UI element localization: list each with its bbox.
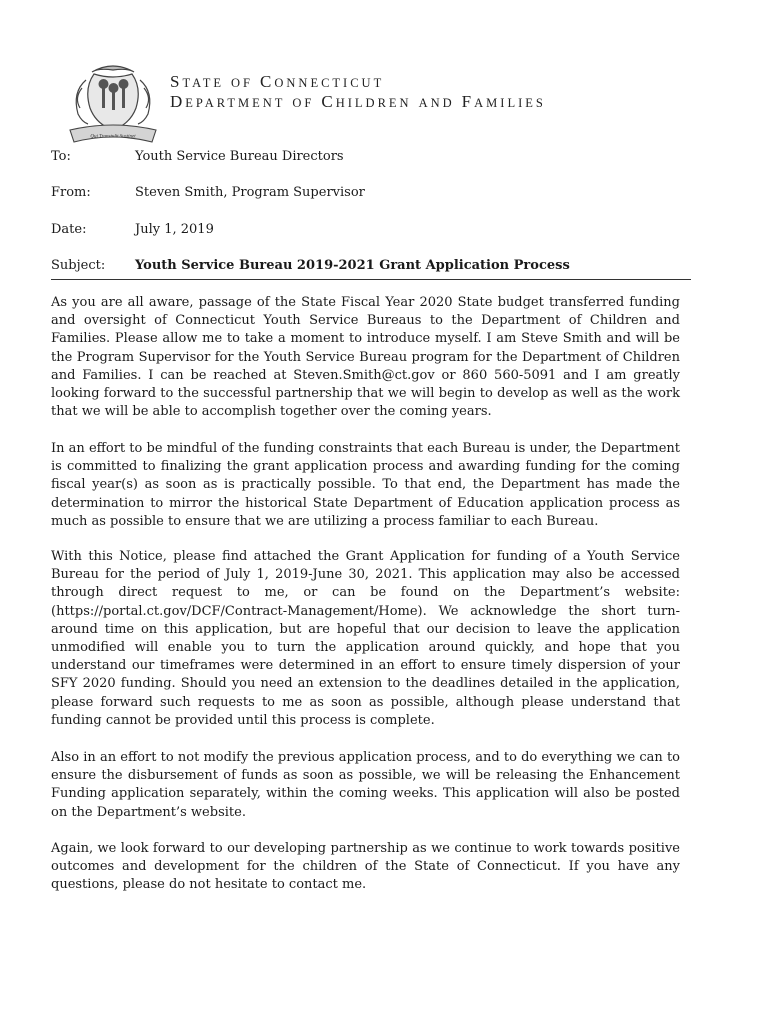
memo-to-row [51, 149, 344, 164]
memo-subject-value: Youth Service Bureau 2019-2021 Grant Application Process [135, 258, 570, 273]
memo-subject-row [51, 258, 570, 273]
header-divider [51, 279, 691, 280]
memo-from-row [51, 185, 365, 200]
memo-date-row [51, 222, 214, 237]
memo-date-value: July 1, 2019 [135, 222, 214, 237]
body-paragraph-application: With this Notice, please find attached the Grant Application for funding of a Youth Service Bureau for the period of July 1, 2019-June 30, 2021. This application may also be accessed through direct request to me, or can be found on the Department’s website: (https://portal.ct.gov/DCF/Contract-Management/Home). We acknowledge the short turn-around time on this application, but are hopeful that our decision to leave the application unmodified will enable you to turn the application around quickly, and hope that you understand our timeframes were determined in an effort to ensure timely dispersion of your SFY 2020 funding. Should you need an extension to the deadlines detailed in the application, please forward such requests to me as soon as possible, although please understand that funding cannot be provided until this process is complete. [51, 549, 680, 728]
body-paragraph-intro: As you are all aware, passage of the State Fiscal Year 2020 State budget transferred funding and oversight of Connecticut Youth Service Bureaus to the Department of Children and Families. Please allow me to take a moment to introduce myself. I am Steve Smith and will be the Program Supervisor for the Youth Service Bureau program for the Department of Children and Families. I can be reached at Steven.Smith@ct.gov or 860 560-5091 and I am greatly looking forward to the successful partnership that we will begin to develop as well as the work that we will be able to accomplish together over the coming years. [51, 295, 680, 420]
body-paragraph-closing: Again, we look forward to our developing partnership as we continue to work towards positive outcomes and development for the children of the State of Connecticut. If you have any questions, please do not hesitate to contact me. [51, 841, 680, 893]
body-paragraph-funding: In an effort to be mindful of the funding constraints that each Bureau is under, the Department is committed to finalizing the grant application process and awarding funding for the coming fiscal year(s) as soon as is practically possible. To that end, the Department has made the determination to mirror the historical State Department of Education application process as much as possible to ensure that we are utilizing a process familiar to each Bureau. [51, 441, 680, 529]
memo-subject-label: Subject: [51, 258, 106, 273]
state-seal-logo [64, 58, 162, 148]
memo-to-label: To: [51, 149, 71, 164]
agency-state-line: STATE OF CONNECTICUT [170, 72, 385, 91]
body-paragraph-enhancement: Also in an effort to not modify the previous application process, and to do everything we can to ensure the disbursement of funds as soon as possible, we will be releasing the Enhancement Funding application separately, within the coming weeks. This application will also be posted on the Department’s website. [51, 750, 680, 820]
seal-motto: Qui Transtulit Sustinet [90, 134, 136, 140]
memo-from-value: Steven Smith, Program Supervisor [135, 185, 365, 200]
memo-from-label: From: [51, 185, 91, 200]
agency-department-line: DEPARTMENT OF CHILDREN AND FAMILIES [170, 92, 546, 111]
memo-date-label: Date: [51, 222, 87, 237]
memo-to-value: Youth Service Bureau Directors [135, 149, 344, 164]
